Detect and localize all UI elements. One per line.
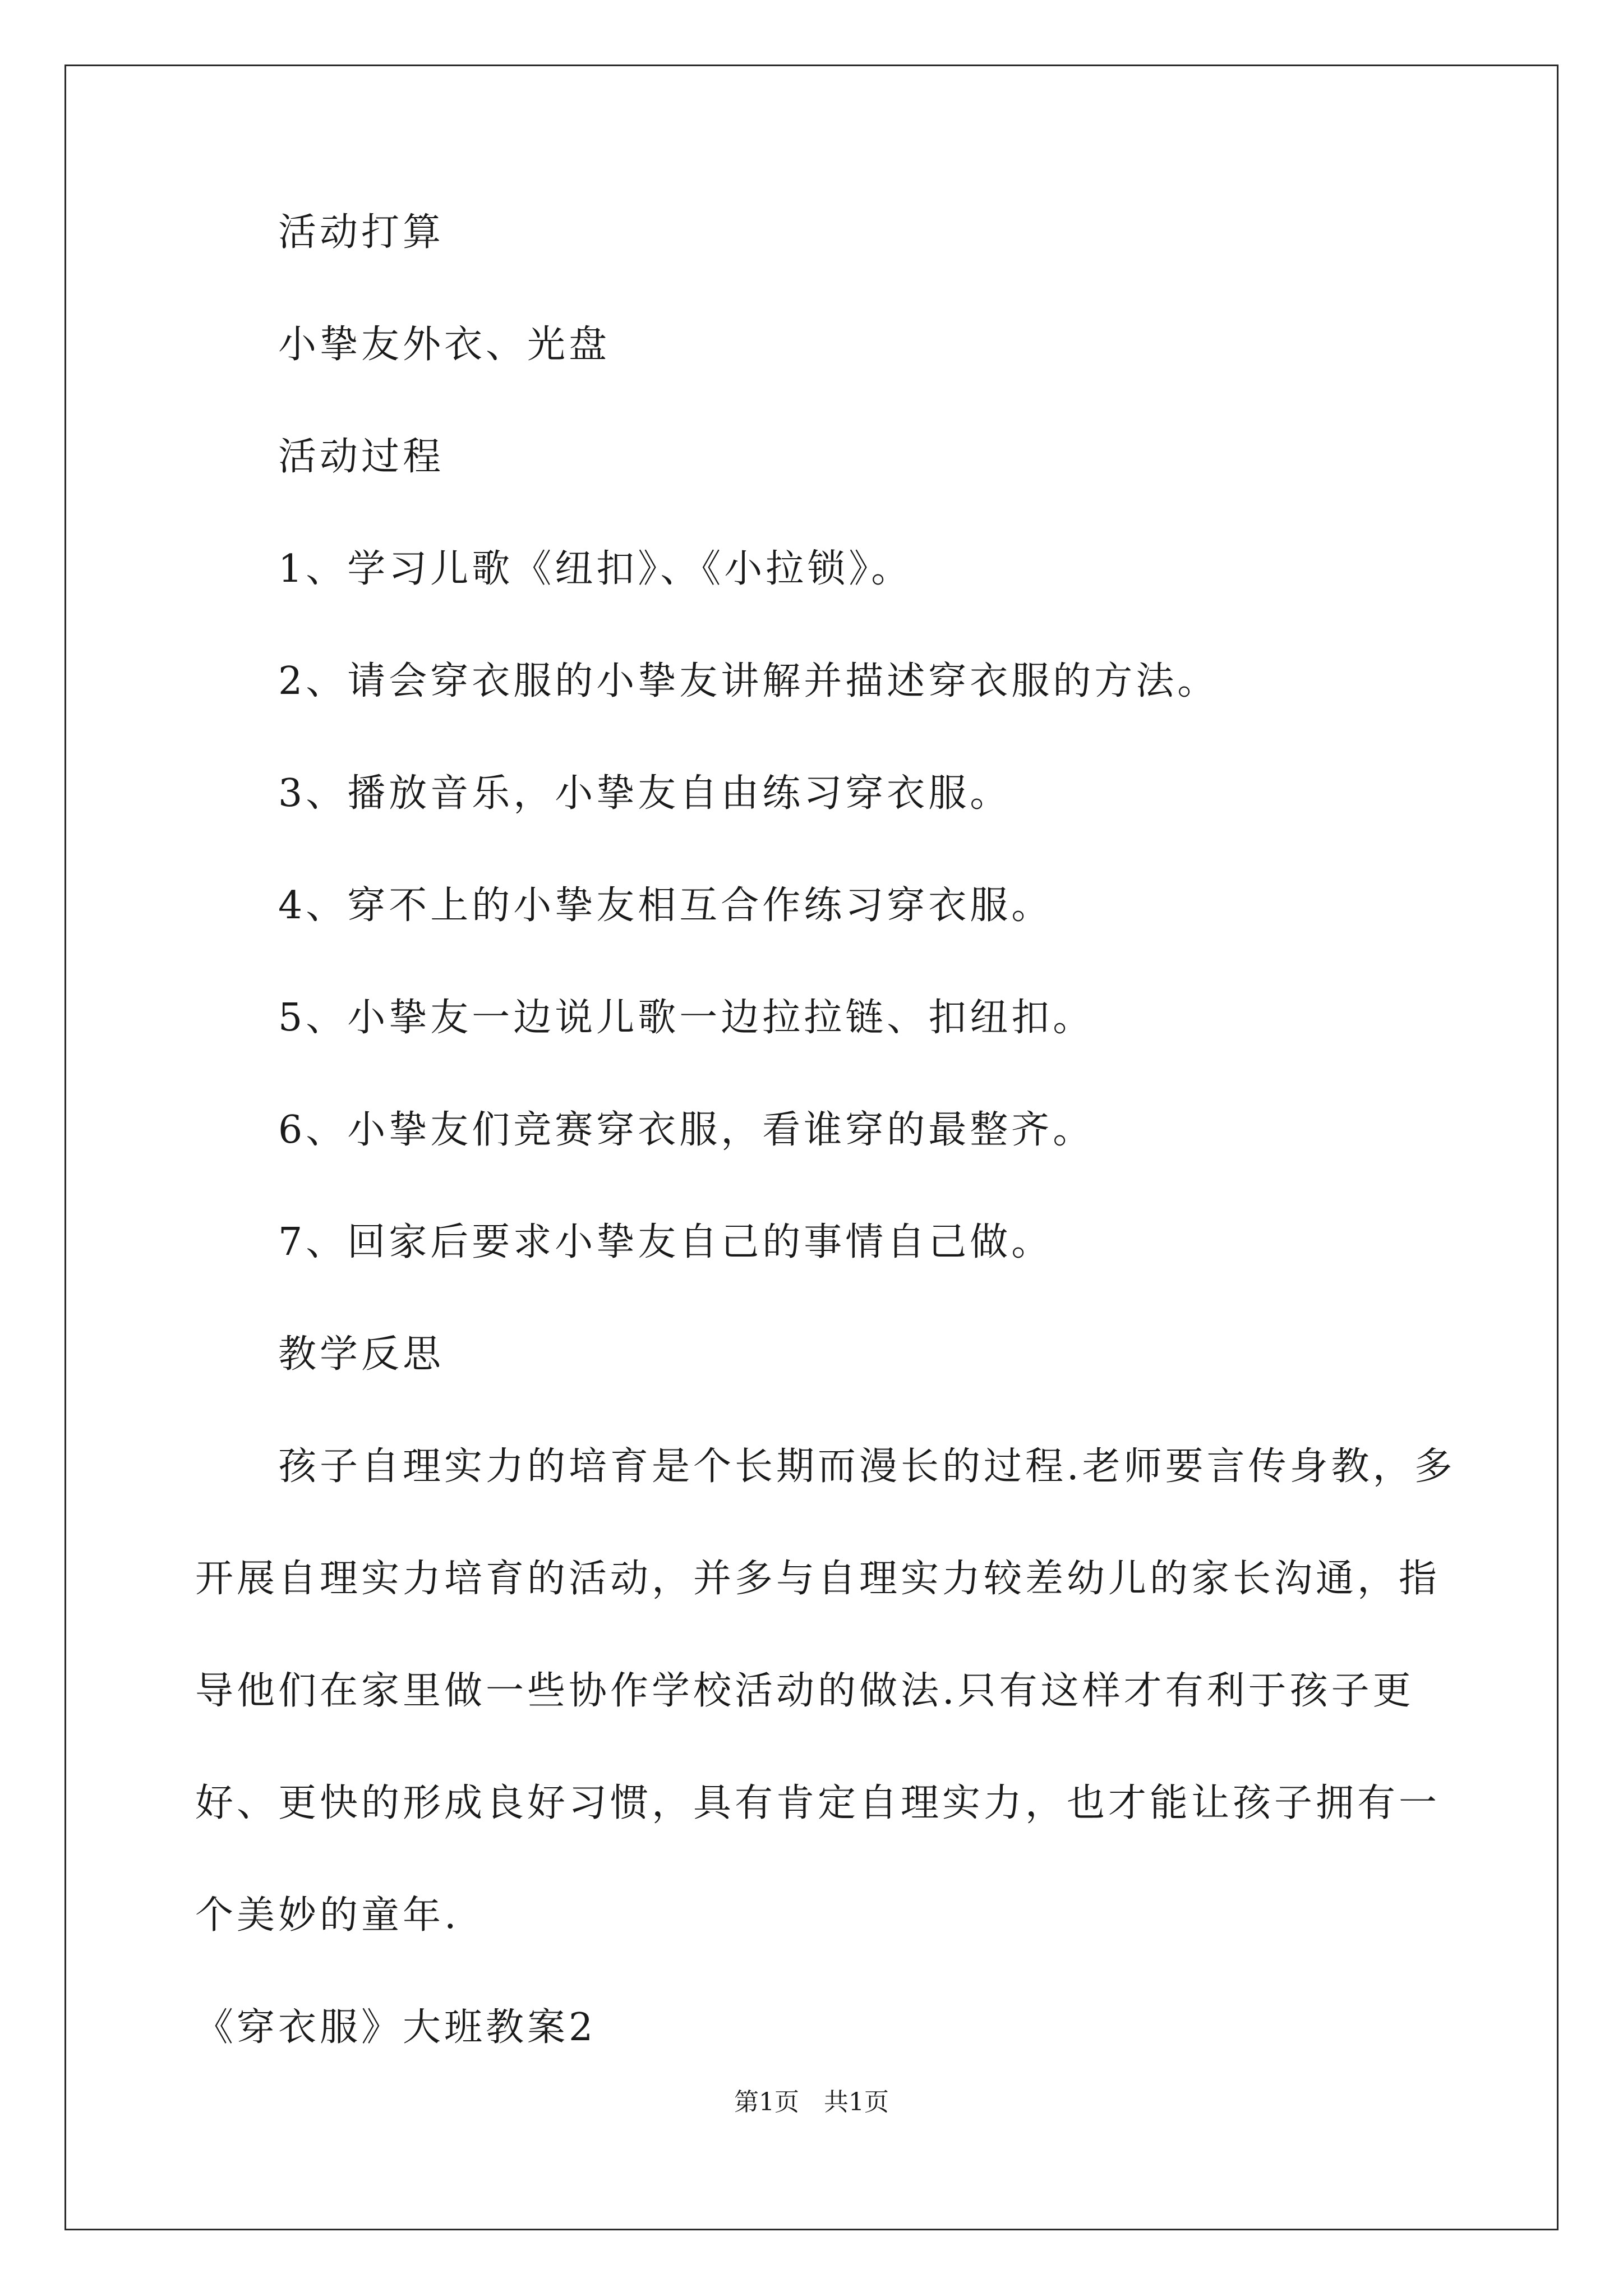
reflection-line-2: 开展自理实力培育的活动，并多与自理实力较差幼儿的家长沟通，指 [195, 1557, 1441, 1601]
step-6: 6、小挚友们竞赛穿衣服，看谁穿的最整齐。 [278, 1108, 1095, 1152]
step-7: 7、回家后要求小挚友自己的事情自己做。 [278, 1220, 1053, 1264]
step-1: 1、学习儿歌《纽扣》、《小拉锁》。 [278, 547, 913, 591]
reflection-line-5: 个美妙的童年. [195, 1893, 460, 1938]
reflection-line-1: 孩子自理实力的培育是个长期而漫长的过程.老师要言传身教，多 [278, 1444, 1456, 1489]
step-3: 3、播放音乐，小挚友自由练习穿衣服。 [278, 771, 1012, 816]
text-materials: 小挚友外衣、光盘 [278, 323, 611, 367]
reflection-line-4: 好、更快的形成良好习惯，具有肯定自理实力，也才能让孩子拥有一 [195, 1781, 1441, 1825]
page-number-footer: 第1页 共1页 [734, 2088, 889, 2116]
reflection-line-3: 导他们在家里做一些协作学校活动的做法.只有这样才有利于孩子更 [195, 1669, 1414, 1713]
step-2: 2、请会穿衣服的小挚友讲解并描述穿衣服的方法。 [278, 659, 1219, 703]
step-4: 4、穿不上的小挚友相互合作练习穿衣服。 [278, 884, 1053, 928]
heading-teaching-reflection: 教学反思 [278, 1332, 445, 1377]
heading-activity-preparation: 活动打算 [278, 210, 445, 255]
step-5: 5、小挚友一边说儿歌一边拉拉链、扣纽扣。 [278, 996, 1095, 1040]
section-title: 《穿衣服》大班教案2 [195, 2005, 597, 2050]
heading-activity-process: 活动过程 [278, 435, 445, 479]
